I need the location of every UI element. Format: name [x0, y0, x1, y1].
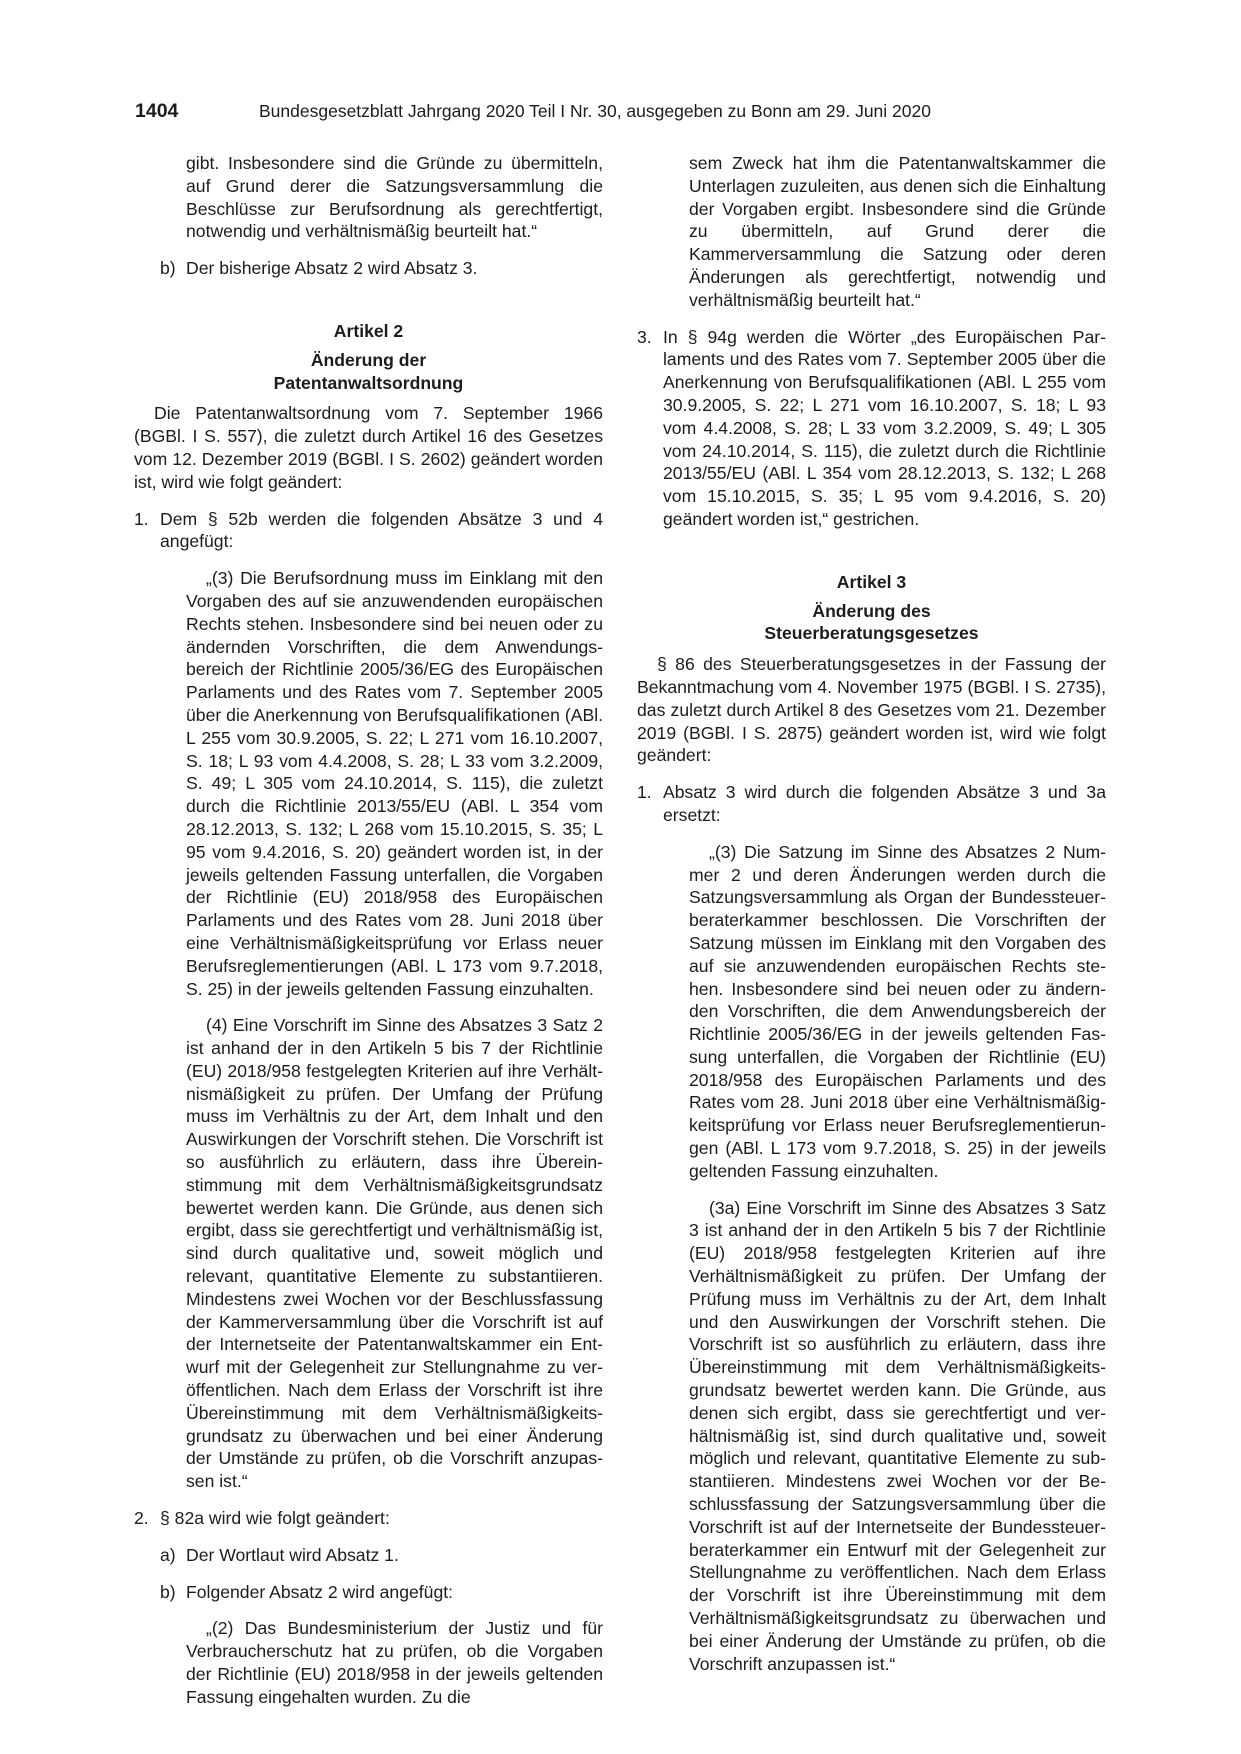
list-item-2b [134, 1581, 603, 1604]
list-item-2a [134, 1544, 603, 1567]
running-head: Bundesgesetzblatt Jahrgang 2020 Teil I Nr. 30, ausgegeben zu Bonn am 29. Juni 2020 [259, 101, 931, 121]
list-item-1 [637, 781, 1106, 827]
list-item-1 [134, 508, 603, 554]
right-column [637, 152, 1106, 1675]
list-marker: a) [160, 1544, 176, 1565]
left-column [134, 152, 603, 1709]
list-marker: b) [160, 1581, 176, 1602]
quote-paragraph-3a: (3a) Eine Vorschrift im Sinne des Absatzes 3 Satz 3 ist anhand der in den Artikeln 5 bis 7 der Richtlinie (EU) 2018/958 festgelegten Kriterien auf ihre Verhältnismäßigkeit zu prüfen. Der Umfang der Prüfung muss im Verhältnis zu der Art, dem Inhalt und den Auswirkungen der Vorschrift stehen. Die Vorschrift ist so ausführlich zu erläutern, dass ihre Übereinstimmung mit dem Verhältnismäßigkeitsgrundsatz bewertet werden kann. Die Gründe, aus denen sich ergibt, dass sie gerechtfertigt und verhältnismäßig ist, sind durch qualitative und, soweit möglich und relevant, quantitative Elemente zu substantiieren. Mindestens zwei Wochen vor der Beschlussfassung der Satzungsversammlung über die Vorschrift ist auf der Internetseite der Bundessteuerberaterkammer ein Entwurf mit der Gelegenheit zur Stellungnahme zu veröffentlichen. Nach dem Erlass der Vorschrift ist ihre Übereinstimmung mit dem Verhältnismäßigkeitsgrundsatz zu überwachen und bei einer Änderung der Umstände zu prüfen, ob die Vorschrift anzupassen ist.“ [689, 1197, 1106, 1674]
quote-paragraph-2: „(2) Das Bundesministerium der Justiz und für Verbraucherschutz hat zu prüfen, ob die Vorgaben der Richtlinie (EU) 2018/958 in der jeweils geltenden Fassung eingehalten wurden. Zu die [186, 1618, 603, 1707]
article-3-label: Artikel 3 [836, 571, 907, 592]
quote-paragraph-3: „(3) Die Berufsordnung muss im Einklang mit den Vorgaben des auf sie anzuwendenden europäischen Rechts stehen. Insbesondere sind bei neuen oder zu ändernden Vorschriften, die dem Anwendungsbereich der Richtlinie 2005/36/EG des Europäischen Parlaments und des Rates vom 7. September 2005 über die Anerkennung von Berufsqualifikationen (ABl. L 255 vom 30.9.2005, S. 22; L 271 vom 16.10.2007, S. 18; L 93 vom 4.4.2008, S. 28; L 33 vom 3.2.2009, S. 49; L 305 vom 24.10.2014, S. 115), die zuletzt durch die Richtlinie 2013/55/EU (ABl. L 354 vom 28.12.2013, S. 132; L 268 vom 15.10.2015, S. 35; L 95 vom 9.4.2016, S. 20) geändert worden ist, in der jeweils geltenden Fassung unterfallen, die Vorgaben der Richtlinie (EU) 2018/958 des Europäischen Parlaments und des Rates vom 28. Juni 2018 über eine Verhältnismäßigkeitsprüfung vor Erlass neuer Berufsreglementierungen (ABl. L 173 vom 9.7.2018, S. 25) in der jeweils geltenden Fassung einzuhalten. [186, 568, 603, 999]
article-2-title-line2: Patentanwaltsordnung [273, 372, 464, 393]
list-item-text: § 82a wird wie folgt geändert: [160, 1508, 390, 1529]
list-item-text: Der Wortlaut wird Absatz 1. [186, 1544, 399, 1565]
list-marker: 1. [134, 508, 149, 529]
article-2-title-line1: Änderung der [310, 349, 427, 370]
quote-paragraph-4: (4) Eine Vorschrift im Sinne des Absatzes 3 Satz 2 ist anhand der in den Artikeln 5 bis 7 der Richtlinie (EU) 2018/958 festgelegten Kriterien auf ihre Verhältnismäßigkeit zu prüfen. Der Umfang der Prüfung muss im Verhältnis zu der Art, dem Inhalt und den Auswirkungen der Vorschrift stehen. Die Vorschrift ist so ausführlich zu erläutern, dass ihre Übereinstimmung mit dem Verhältnismäßigkeitsgrundsatz bewertet werden kann. Die Gründe, aus denen sich ergibt, dass sie gerechtfertigt und verhältnismäßig ist, sind durch qualitative und, soweit möglich und relevant, quantitative Elemente zu substantiieren. Mindestens zwei Wochen vor der Beschlussfassung der Kammerversammlung über die Vorschrift ist auf der Internetseite der Patentanwaltskammer ein Entwurf mit der Gelegenheit zur Stellungnahme zu veröffentlichen. Nach dem Erlass der Vorschrift ist ihre Übereinstimmung mit dem Verhältnismäßigkeitsgrundsatz zu überwachen und bei einer Änderung der Umstände zu prüfen, ob die Vorschrift anzupassen ist.“ [186, 1015, 603, 1492]
list-item-text: Der bisherige Absatz 2 wird Absatz 3. [186, 258, 478, 279]
article-2-label: Artikel 2 [333, 320, 404, 341]
list-marker: 3. [637, 326, 652, 347]
list-item-text: In § 94g werden die Wörter „des Europäischen Parlaments und des Rates vom 7. September 2005 über die Anerkennung von Berufsqualifikationen (ABl. L 255 vom 30.9.2005, S. 22; L 271 vom 16.10.2007, S. 18; L 93 vom 4.4.2008, S. 28; L 33 vom 3.2.2009, S. 49; L 305 vom 24.10.2014, S. 115), die zuletzt durch die Richtlinie 2013/55/EU (ABl. L 354 vom 28.12.2013, S. 132; L 268 vom 15.10.2015, S. 35; L 95 vom 9.4.2016, S. 20) geändert worden ist,“ gestrichen. [663, 326, 1106, 529]
list-item-text: Folgender Absatz 2 wird angefügt: [186, 1581, 454, 1602]
list-item-2 [134, 1507, 603, 1530]
continued-paragraph: gibt. Insbesondere sind die Gründe zu übermitteln, auf Grund derer die Satzungsversammlung die Beschlüsse zur Berufsordnung als gerechtfertigt, notwendig und verhältnismäßig beurteilt hat.“ [186, 153, 603, 242]
list-marker: 2. [134, 1508, 149, 1529]
list-item-3 [637, 326, 1106, 531]
continued-paragraph: sem Zweck hat ihm die Patentanwaltskammer die Unterlagen zuzuleiten, aus denen sich die Einhaltung der Vorgaben ergibt. Insbesondere sind die Gründe zu übermitteln, auf Grund derer die Kammerversammlung die Satzung oder deren Änderungen als gerechtfertigt, notwendig und verhältnismäßig beurteilt hat.“ [689, 153, 1106, 310]
list-item-text: Dem § 52b werden die folgenden Absätze 3 und 4 angefügt: [160, 508, 603, 552]
list-marker: 1. [637, 782, 652, 803]
list-item-b [134, 257, 603, 280]
list-marker: b) [160, 258, 176, 279]
list-item-text: Absatz 3 wird durch die folgenden Absätze 3 und 3a ersetzt: [663, 782, 1106, 825]
article-2-intro: Die Patentanwaltsordnung vom 7. September 1966 (BGBl. I S. 557), die zuletzt durch Artikel 16 des Gesetzes vom 12. Dezember 2019 (BGBl. I S. 2602) geändert worden ist, wird wie folgt geändert: [134, 403, 603, 492]
quote-paragraph-3: „(3) Die Satzung im Sinne des Absatzes 2 Nummer 2 und deren Änderungen werden durch die Satzungsversammlung als Organ der Bundessteuerberaterkammer beschlossen. Die Vorschriften der Satzung müssen im Einklang mit den Vorgaben des auf sie anzuwendenden europäischen Rechts stehen. Insbesondere sind bei neuen oder zu ändernden Vorschriften, die dem Anwendungsbereich der Richtlinie 2005/36/EG in der jeweils geltenden Fassung unterfallen, die Vorgaben der Richtlinie (EU) 2018/958 des Europäischen Parlaments und des Rates vom 28. Juni 2018 über eine Verhältnismäßigkeitsprüfung vor Erlass neuer Berufsreglementierungen (ABl. L 173 vom 9.7.2018, S. 25) in der jeweils geltenden Fassung einzuhalten. [689, 841, 1106, 1181]
article-3-title-line2: Steuerberatungsgesetzes [764, 623, 979, 644]
article-3-intro: § 86 des Steuerberatungsgesetzes in der Fassung der Bekanntmachung vom 4. November 1975 (BGBl. I S. 2735), das zuletzt durch Artikel 8 des Gesetzes vom 21. Dezember 2019 (BGBl. I S. 2875) geändert worden ist, wird wie folgt geändert: [637, 654, 1106, 766]
page-header [135, 100, 1106, 124]
page-number: 1404 [135, 100, 179, 122]
article-3-title-line1: Änderung des [812, 600, 931, 621]
